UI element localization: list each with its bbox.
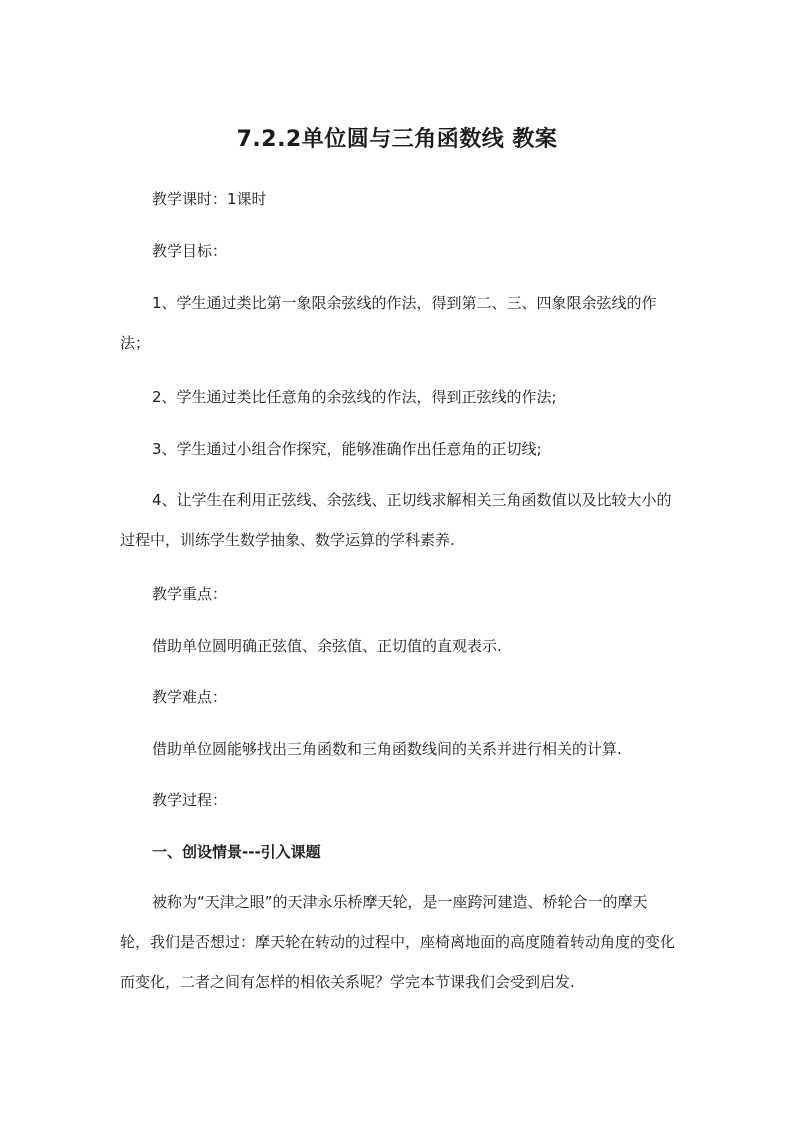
objective-item-4: 4、让学生在利用正弦线、余弦线、正切线求解相关三角函数值以及比较大小的过程中，训练学生数学抽象、数学运算的学科素养. bbox=[120, 491, 672, 549]
lesson-hours: 教学课时：1课时 bbox=[152, 190, 267, 208]
difficulties-heading: 教学难点： bbox=[152, 688, 228, 706]
objective-item-3: 3、学生通过小组合作探究，能够准确作出任意角的正切线; bbox=[152, 440, 542, 458]
objectives-heading: 教学目标： bbox=[152, 242, 228, 260]
key-points-heading: 教学重点： bbox=[152, 585, 228, 603]
document-title: 7.2.2单位圆与三角函数线 教案 bbox=[236, 127, 558, 152]
key-points-text: 借助单位圆明确正弦值、余弦值、正切值的直观表示. bbox=[152, 637, 502, 655]
section1-body: 被称为“天津之眼”的天津永乐桥摩天轮，是一座跨河建造、桥轮合一的摩天轮，我们是否想过：摩天轮在转动的过程中，座椅离地面的高度随着转动角度的变化而变化，二者之间有怎样的相依关系呢？学完本节课我们会受到启发. bbox=[120, 893, 676, 991]
process-heading: 教学过程： bbox=[152, 791, 228, 809]
difficulties-text: 借助单位圆能够找出三角函数和三角函数线间的关系并进行相关的计算. bbox=[152, 740, 622, 758]
objective-item-1: 1、学生通过类比第一象限余弦线的作法，得到第二、三、四象限余弦线的作法； bbox=[120, 294, 657, 352]
section1-heading: 一、创设情景---引入课题 bbox=[152, 843, 321, 861]
objective-item-2: 2、学生通过类比任意角的余弦线的作法，得到正弦线的作法; bbox=[152, 388, 557, 406]
